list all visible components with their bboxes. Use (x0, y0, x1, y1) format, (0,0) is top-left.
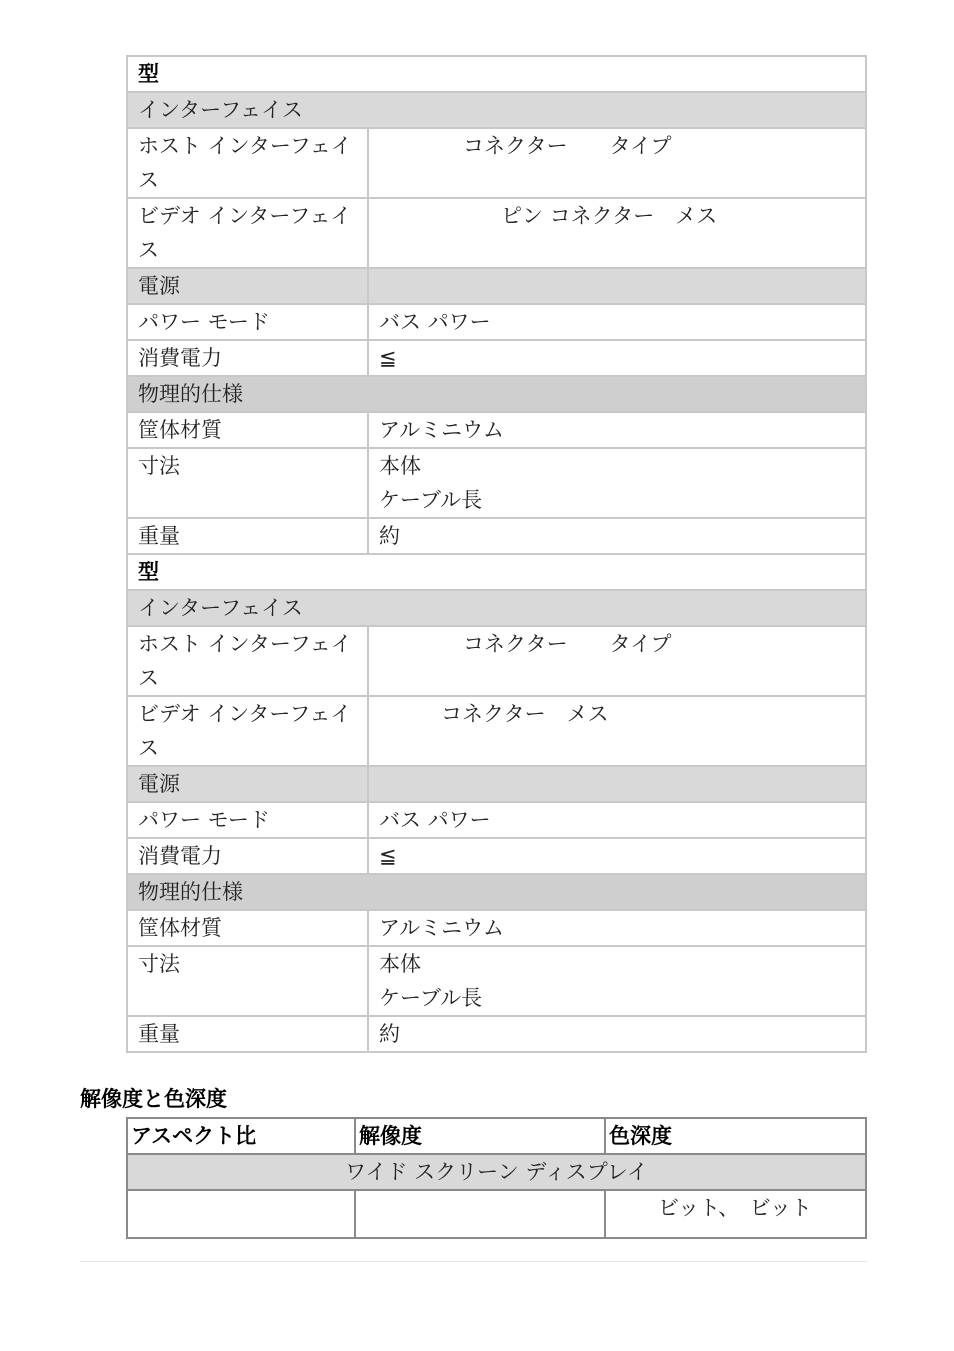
video-interface-value: ピン コネクター メス (368, 198, 866, 268)
weight-label: 重量 (127, 1016, 368, 1052)
dimensions-body: 本体 (379, 454, 421, 478)
material-value: アルミニウム (368, 910, 866, 946)
dimensions-cable: ケーブル長 (379, 986, 483, 1010)
host-interface-value: コネクター タイプ (368, 128, 866, 198)
video-interface-value: コネクター メス (368, 696, 866, 766)
spec-table (126, 55, 867, 1053)
weight-label: 重量 (127, 518, 368, 554)
model-title: 型 (127, 554, 866, 590)
power-mode-label: パワー モード (127, 304, 368, 340)
resolution-cell (355, 1190, 605, 1238)
host-interface-value: コネクター タイプ (368, 626, 866, 696)
dimensions-value (368, 946, 866, 1016)
host-interface-label: ホスト インターフェイス (127, 626, 368, 696)
footer-divider (80, 1261, 867, 1262)
widescreen-band: ワイド スクリーン ディスプレイ (127, 1154, 866, 1190)
dimensions-label: 寸法 (127, 946, 368, 1016)
weight-value: 約 (368, 1016, 866, 1052)
header-color-depth: 色深度 (605, 1118, 866, 1154)
section-interface: インターフェイス (127, 92, 866, 128)
consumption-label: 消費電力 (127, 838, 368, 874)
material-label: 筐体材質 (127, 412, 368, 448)
consumption-value: ≦ (368, 838, 866, 874)
header-resolution: 解像度 (355, 1118, 605, 1154)
section-interface: インターフェイス (127, 590, 866, 626)
section-power: 電源 (127, 766, 368, 802)
header-aspect-ratio: アスペクト比 (127, 1118, 355, 1154)
section-power-blank (368, 268, 866, 304)
weight-value: 約 (368, 518, 866, 554)
color-depth-cell: ビット、 ビット (605, 1190, 866, 1238)
power-mode-label: パワー モード (127, 802, 368, 838)
section-power-blank (368, 766, 866, 802)
dimensions-value (368, 448, 866, 518)
video-interface-label: ビデオ インターフェイス (127, 696, 368, 766)
material-value: アルミニウム (368, 412, 866, 448)
consumption-value: ≦ (368, 340, 866, 376)
resolution-table (126, 1117, 867, 1239)
consumption-label: 消費電力 (127, 340, 368, 376)
aspect-ratio-cell (127, 1190, 355, 1238)
dimensions-body: 本体 (379, 952, 421, 976)
dimensions-label: 寸法 (127, 448, 368, 518)
model-title: 型 (127, 56, 866, 92)
material-label: 筐体材質 (127, 910, 368, 946)
section-physical: 物理的仕様 (127, 376, 866, 412)
resolution-heading: 解像度と色深度 (80, 1087, 227, 1111)
power-mode-value: バス パワー (368, 802, 866, 838)
power-mode-value: バス パワー (368, 304, 866, 340)
section-power: 電源 (127, 268, 368, 304)
dimensions-cable: ケーブル長 (379, 488, 483, 512)
section-physical: 物理的仕様 (127, 874, 866, 910)
video-interface-label: ビデオ インターフェイス (127, 198, 368, 268)
host-interface-label: ホスト インターフェイス (127, 128, 368, 198)
